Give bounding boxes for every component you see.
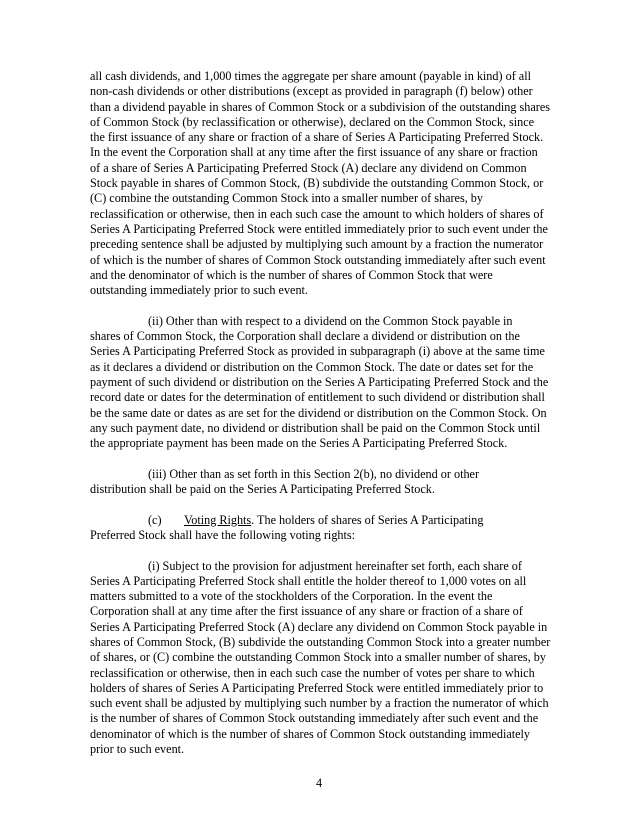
text-line: Corporation shall at any time after the first issuance of any share or fraction of a share of	[90, 604, 523, 619]
text-line: In the event the Corporation shall at any time after the first issuance of any share or fraction	[90, 145, 538, 160]
text-line: such event shall be adjusted by multiplying such number by a fraction the numerator of which	[90, 696, 549, 711]
text-line: be the same date or dates as are set for the dividend or distribution on the Common Stock. On	[90, 405, 547, 420]
text-line: outstanding immediately prior to such event.	[90, 283, 308, 298]
paragraph-c-voting-rights	[90, 513, 558, 544]
text-line: as it declares a dividend or distribution on the Common Stock. The date or dates set for the	[90, 359, 534, 374]
section-heading-line	[90, 513, 558, 528]
text-line: is the number of shares of Common Stock outstanding immediately after such event and the	[90, 711, 539, 726]
text-line: matters submitted to a vote of the stockholders of the Corporation. In the event the	[90, 589, 493, 604]
text-line: holders of shares of Series A Participating Preferred Stock were entitled immediately prior to	[90, 680, 544, 695]
text-line: of shares, or (C) combine the outstanding Common Stock into a smaller number of shares, by	[90, 650, 546, 665]
page-number: 4	[315, 776, 323, 790]
text-line: of Common Stock (by reclassification or otherwise), declared on the Common Stock, since	[90, 114, 535, 129]
text-line: reclassification or otherwise, then in each such case the number of votes per share to which	[90, 665, 535, 680]
text-line: and the denominator of which is the number of shares of Common Stock that were	[90, 267, 493, 282]
text-line: non-cash dividends or other distributions (except as provided in paragraph (f) below) other	[90, 84, 533, 99]
text-line: (iii) Other than as set forth in this Section 2(b), no dividend or other	[148, 466, 480, 481]
paragraph-i-votes-per-share	[90, 559, 558, 758]
paragraph-iii-no-other-dividend	[90, 467, 558, 498]
section-marker: (c)	[148, 512, 162, 527]
text-line: shares of Common Stock, the Corporation shall declare a dividend or distribution on the	[90, 329, 520, 344]
text-line: all cash dividends, and 1,000 times the aggregate per share amount (payable in kind) of all	[90, 69, 531, 83]
text-line: of which is the number of shares of Common Stock outstanding immediately after such event	[90, 252, 546, 267]
text-line: denominator of which is the number of shares of Common Stock outstanding immediately	[90, 726, 531, 741]
text-line: shares of Common Stock, (B) subdivide the outstanding Common Stock into a greater number	[90, 634, 551, 649]
text-line: Series A Participating Preferred Stock as provided in subparagraph (i) above at the same time	[90, 344, 545, 359]
text-line: than a dividend payable in shares of Common Stock or a subdivision of the outstanding shares	[90, 99, 551, 114]
text-line: (ii) Other than with respect to a dividend on the Common Stock payable in	[148, 313, 513, 328]
text-line: Series A Participating Preferred Stock were entitled immediately prior to such event under the	[90, 221, 548, 236]
text-line: record date or dates for the determination of entitlement to such dividend or distribution shall	[90, 390, 545, 405]
section-heading: Voting Rights	[184, 512, 252, 527]
text-line: Series A Participating Preferred Stock shall entitle the holder thereof to 1,000 votes on all	[90, 573, 527, 588]
paragraph-dividend-calculation	[90, 69, 558, 298]
text-line: any such payment date, no dividend or distribution shall be paid on the Common Stock until	[90, 420, 541, 435]
text-line: payment of such dividend or distribution on the Series A Participating Preferred Stock and the	[90, 374, 549, 389]
text-line: preceding sentence shall be adjusted by multiplying such amount by a fraction the numerator	[90, 237, 544, 252]
text-line: Preferred Stock shall have the following voting rights:	[90, 527, 356, 542]
text-line: reclassification or otherwise, then in each such case the amount to which holders of shares of	[90, 206, 544, 221]
document-body	[90, 69, 558, 773]
paragraph-ii-dividend-declaration	[90, 314, 558, 452]
text-line: (C) combine the outstanding Common Stock into a smaller number of shares, by	[90, 191, 483, 206]
text-line: prior to such event.	[90, 742, 185, 757]
text-line: Series A Participating Preferred Stock (A) declare any dividend on Common Stock payable in	[90, 619, 548, 634]
section-heading-rest: . The holders of shares of Series A Participating	[251, 512, 484, 527]
text-line: of a share of Series A Participating Preferred Stock (A) declare any dividend on Common	[90, 160, 527, 175]
text-line: Stock payable in shares of Common Stock, (B) subdivide the outstanding Common Stock, or	[90, 176, 544, 191]
text-line: distribution shall be paid on the Series A Participating Preferred Stock.	[90, 482, 435, 497]
text-line: the first issuance of any share or fraction of a share of Series A Participating Preferred Stock.	[90, 130, 544, 145]
text-line: the appropriate payment has been made on the Series A Participating Preferred Stock.	[90, 436, 508, 451]
text-line: (i) Subject to the provision for adjustment hereinafter set forth, each share of	[148, 558, 522, 573]
